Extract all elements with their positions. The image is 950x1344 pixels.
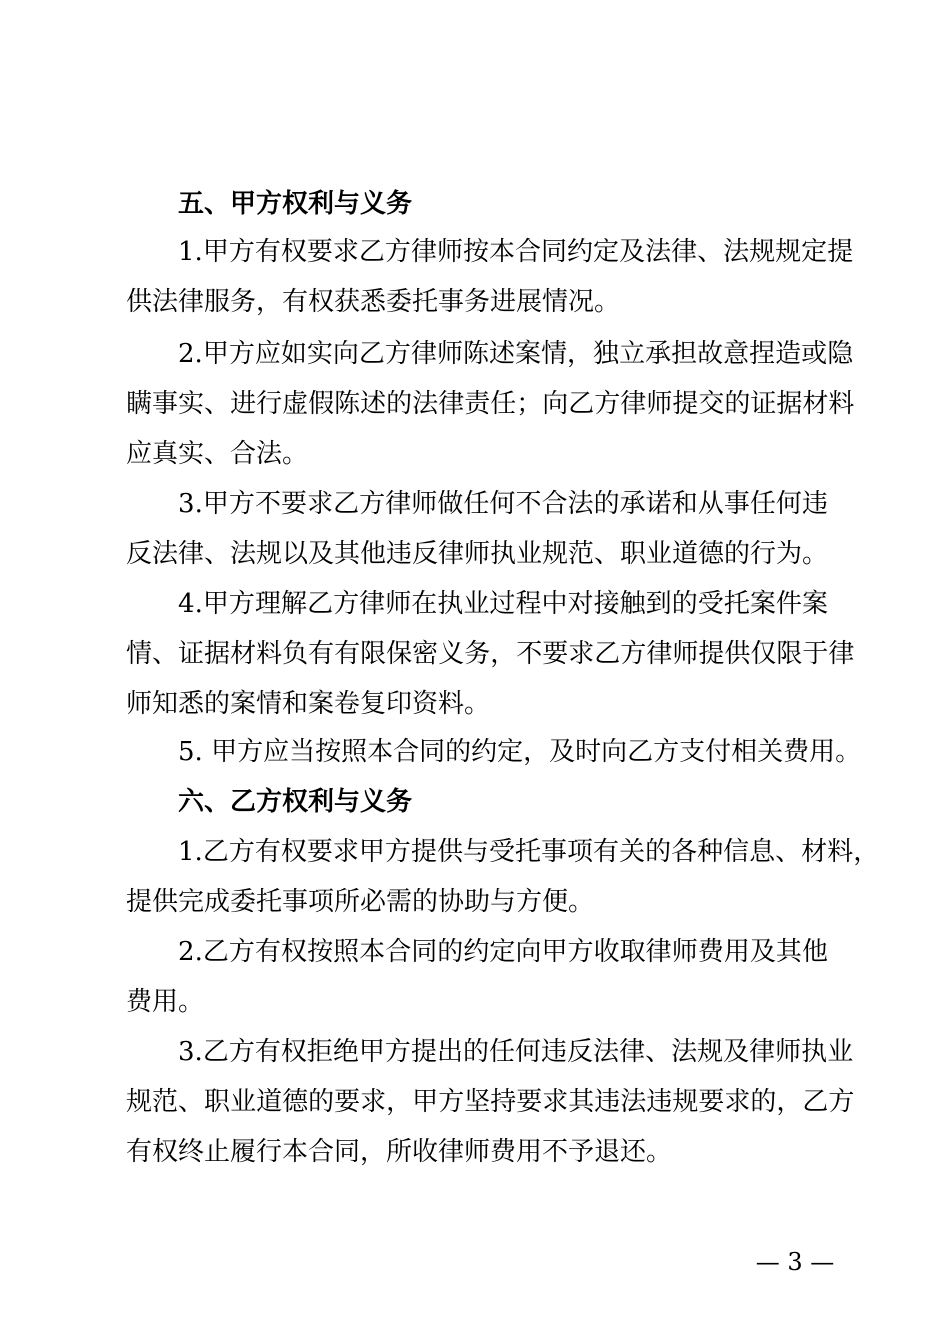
section-heading-party-b: 六、乙方权利与义务 [178, 787, 413, 817]
paragraph-b3-line-2: 规 范 、 职 业 道 德 的 要 求 ， 甲 方 坚 持 要 求 其 违 法 违 规 要 求 的 ， 乙 方 [126, 1087, 855, 1117]
paragraph-a1-line-2: 供法律服务，有权获悉委托事务进展情况。 [126, 287, 621, 317]
paragraph-a4-line-2: 情 、 证 据 材 料 负 有 有 限 保 密 义 务 ， 不 要 求 乙 方 律 师 提 供 仅 限 于 律 [126, 639, 855, 669]
paragraph-a2-line-1: 2 . 甲 方 应 如 实 向 乙 方 律 师 陈 述 案 情 ， 独 立 承 担 故 意 捏 造 或 隐 [178, 339, 854, 369]
paragraph-b1-line-1: 1 . 乙 方 有 权 要 求 甲 方 提 供 与 受 托 事 项 有 关 的 各 种 信 息 、 材 料 ， [178, 837, 880, 867]
paragraph-b1-line-2: 提供完成委托事项所必需的协助与方便。 [126, 887, 595, 917]
paragraph-b2-line-2: 费用。 [126, 987, 205, 1017]
paragraph-a5-line-1: 5. 甲方应当按照本合同的约定，及时向乙方支付相关费用。 [178, 737, 862, 767]
paragraph-a3-line-2: 反法律、法规以及其他违反律师执业规范、职业道德的行为。 [126, 539, 829, 569]
paragraph-b2-line-1: 2 . 乙 方 有 权 按 照 本 合 同 的 约 定 向 甲 方 收 取 律 师 费 用 及 其 他 [178, 937, 828, 967]
paragraph-a4-line-1: 4 . 甲 方 理 解 乙 方 律 师 在 执 业 过 程 中 对 接 触 到 的 受 托 案 件 案 [178, 589, 828, 619]
paragraph-a4-line-3: 师知悉的案情和案卷复印资料。 [126, 689, 491, 719]
paragraph-a2-line-2: 瞒 事 实 、 进 行 虚 假 陈 述 的 法 律 责 任 ； 向 乙 方 律 师 提 交 的 证 据 材 料 [126, 389, 855, 419]
paragraph-a3-line-1: 3 . 甲 方 不 要 求 乙 方 律 师 做 任 何 不 合 法 的 承 诺 和 从 事 任 何 违 [178, 489, 828, 519]
paragraph-a1-line-1: 1 . 甲 方 有 权 要 求 乙 方 律 师 按 本 合 同 约 定 及 法 律 、 法 规 规 定 提 [178, 237, 854, 267]
page-number: — 3 — [755, 1248, 835, 1276]
paragraph-b3-line-1: 3 . 乙 方 有 权 拒 绝 甲 方 提 出 的 任 何 违 反 法 律 、 法 规 及 律 师 执 业 [178, 1037, 854, 1067]
section-heading-party-a: 五、甲方权利与义务 [178, 189, 413, 219]
paragraph-a2-line-3: 应真实、合法。 [126, 439, 309, 469]
paragraph-b3-line-3: 有权终止履行本合同，所收律师费用不予退还。 [126, 1137, 673, 1167]
